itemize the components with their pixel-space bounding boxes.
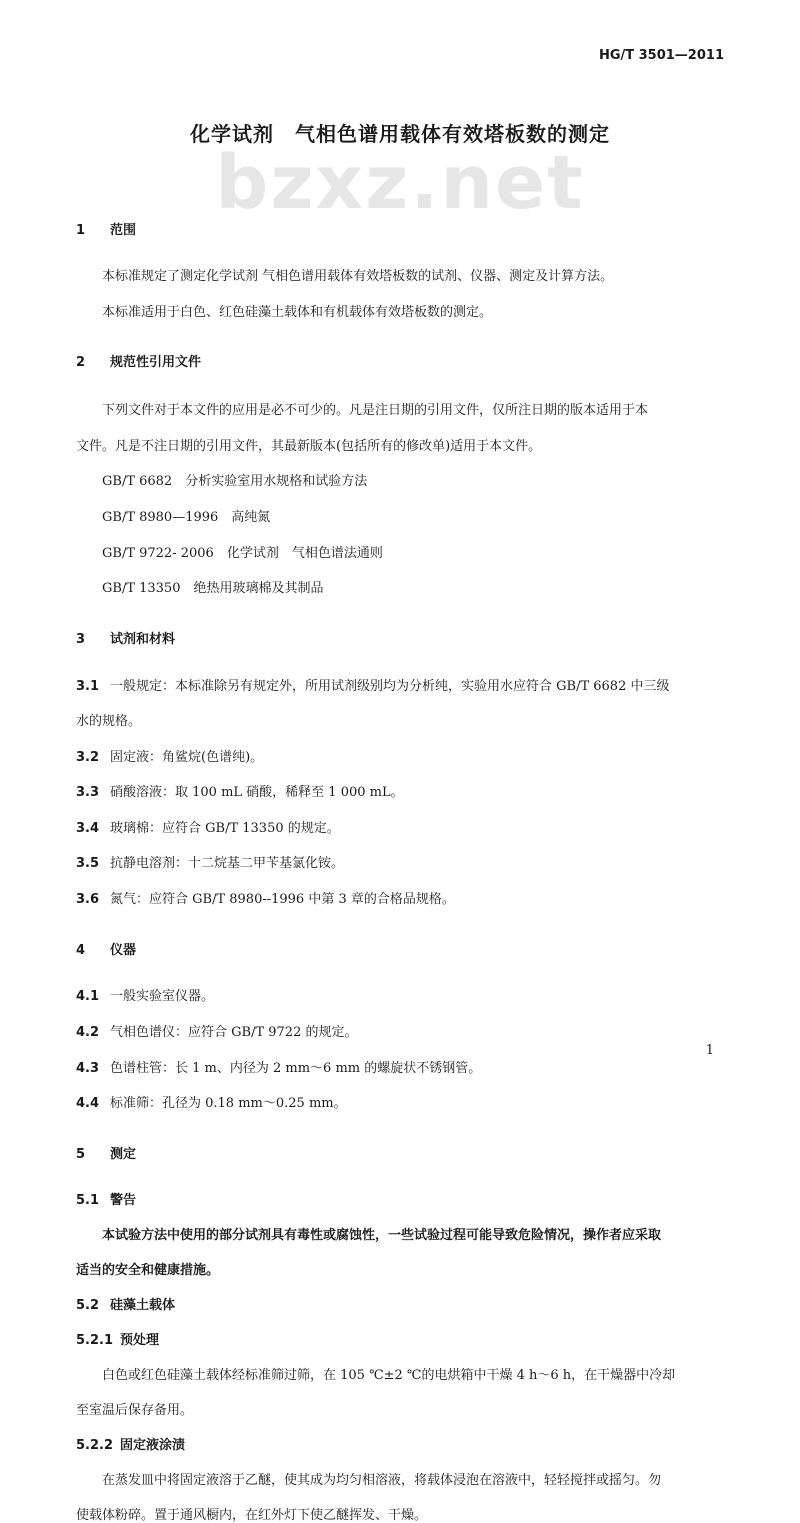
section-title: 规范性引用文件 <box>110 355 202 370</box>
clause-text: 固定液：角鲨烷(色谱纯)。 <box>110 750 264 765</box>
reference-item: GB/T 9722- 2006 化学试剂 气相色谱法通则 <box>102 546 383 561</box>
clause-text: 一般实验室仪器。 <box>110 989 215 1004</box>
clause-4-2 <box>76 1026 800 1039</box>
reference-item: GB/T 8980—1996 高纯氮 <box>102 510 271 525</box>
section-title: 试剂和材料 <box>110 632 176 647</box>
clause-number: 3.5 <box>76 856 100 871</box>
clause-5-2-1-heading <box>76 1334 800 1347</box>
clause-text: 一般规定：本标准除另有规定外，所用试剂级别均为分析纯，实验用水应符合 GB/T 6682 中三级 <box>110 679 670 694</box>
clause-number: 4.3 <box>76 1061 100 1076</box>
clause-number: 5.2.2 <box>76 1438 114 1453</box>
clause-3-1-continued: 水的规格。 <box>76 714 142 729</box>
clause-5-2-2-heading <box>76 1439 800 1452</box>
clause-5-2-2-text-line-1: 在蒸发皿中将固定液溶于乙醚，使其成为均匀相溶液，将载体浸泡在溶液中，轻轻搅拌或摇匀。勿 <box>102 1473 662 1488</box>
clause-5-2-heading <box>76 1299 800 1312</box>
section-number: 2 <box>76 355 86 370</box>
section-3-heading <box>76 628 800 647</box>
clause-text: 标准筛：孔径为 0.18 mm～0.25 mm。 <box>110 1096 347 1111</box>
section-4-heading <box>76 939 800 958</box>
clause-4-4 <box>76 1097 800 1110</box>
reference-item: GB/T 6682 分析实验室用水规格和试验方法 <box>102 474 368 489</box>
clause-text: 玻璃棉：应符合 GB/T 13350 的规定。 <box>110 821 340 836</box>
clause-title: 固定液涂渍 <box>120 1438 186 1453</box>
clause-3-4 <box>76 822 800 835</box>
clause-number: 3.4 <box>76 821 100 836</box>
clause-number: 5.2.1 <box>76 1333 114 1348</box>
clause-5-2-1-text-line-1: 白色或红色硅藻土载体经标准筛过筛，在 105 ℃±2 ℃的电烘箱中干燥 4 h～6 h，在干燥器中冷却 <box>102 1368 676 1383</box>
clause-text: 硝酸溶液：取 100 mL 硝酸，稀释至 1 000 mL。 <box>110 785 404 800</box>
section-title: 范围 <box>110 223 137 238</box>
section-2-paragraph-line-2: 文件。凡是不注日期的引用文件，其最新版本(包括所有的修改单)适用于本文件。 <box>76 439 542 454</box>
section-number: 3 <box>76 632 86 647</box>
clause-text: 气相色谱仪：应符合 GB/T 9722 的规定。 <box>110 1025 358 1040</box>
section-title: 测定 <box>110 1147 137 1162</box>
clause-title: 预处理 <box>120 1333 160 1348</box>
clause-text: 氮气：应符合 GB/T 8980--1996 中第 3 章的合格品规格。 <box>110 892 455 907</box>
clause-3-1 <box>76 680 800 693</box>
clause-4-3 <box>76 1062 800 1075</box>
section-1-paragraph-2: 本标准适用于白色、红色硅藻土载体和有机载体有效塔板数的测定。 <box>102 305 493 320</box>
clause-number: 3.2 <box>76 750 100 765</box>
clause-text: 抗静电溶剂：十二烷基二甲苄基氯化铵。 <box>110 856 345 871</box>
clause-title: 硅藻土载体 <box>110 1298 176 1313</box>
section-number: 5 <box>76 1147 86 1162</box>
clause-3-5 <box>76 857 800 870</box>
clause-number: 3.3 <box>76 785 100 800</box>
section-2-paragraph-line-1: 下列文件对于本文件的应用是必不可少的。凡是注日期的引用文件，仅所注日期的版本适用于本 <box>102 403 649 418</box>
section-number: 1 <box>76 223 86 238</box>
clause-3-3 <box>76 786 800 799</box>
section-1-heading <box>76 219 800 238</box>
watermark: bzxz.net <box>215 140 585 226</box>
page-number: 1 <box>705 1043 714 1058</box>
clause-5-2-1-text-line-2: 至室温后保存备用。 <box>76 1403 194 1418</box>
clause-text: 色谱柱管：长 1 m、内径为 2 mm～6 mm 的螺旋状不锈钢管。 <box>110 1061 482 1076</box>
document-title: 化学试剂 气相色谱用载体有效塔板数的测定 <box>190 122 610 146</box>
clause-5-1-heading <box>76 1194 800 1207</box>
clause-5-2-2-text-line-2: 使载体粉碎。置于通风橱内，在红外灯下使乙醚挥发、干燥。 <box>76 1508 428 1523</box>
reference-item: GB/T 13350 绝热用玻璃棉及其制品 <box>102 581 324 596</box>
clause-number: 4.2 <box>76 1025 100 1040</box>
clause-number: 3.1 <box>76 679 100 694</box>
clause-3-2 <box>76 751 800 764</box>
section-title: 仪器 <box>110 943 137 958</box>
section-number: 4 <box>76 943 86 958</box>
section-5-heading <box>76 1143 800 1162</box>
clause-number: 3.6 <box>76 892 100 907</box>
standard-code: HG/T 3501—2011 <box>598 48 724 63</box>
section-1-paragraph-1: 本标准规定了测定化学试剂 气相色谱用载体有效塔板数的试剂、仪器、测定及计算方法。 <box>102 269 614 284</box>
clause-title: 警告 <box>110 1193 137 1208</box>
clause-number: 4.4 <box>76 1096 100 1111</box>
warning-text-line-1: 本试验方法中使用的部分试剂具有毒性或腐蚀性，一些试验过程可能导致危险情况，操作者应采取 <box>102 1228 662 1243</box>
clause-3-6 <box>76 893 800 906</box>
clause-number: 5.1 <box>76 1193 100 1208</box>
warning-text-line-2: 适当的安全和健康措施。 <box>76 1263 220 1278</box>
section-2-heading <box>76 351 800 370</box>
clause-4-1 <box>76 990 800 1003</box>
clause-number: 5.2 <box>76 1298 100 1313</box>
clause-number: 4.1 <box>76 989 100 1004</box>
